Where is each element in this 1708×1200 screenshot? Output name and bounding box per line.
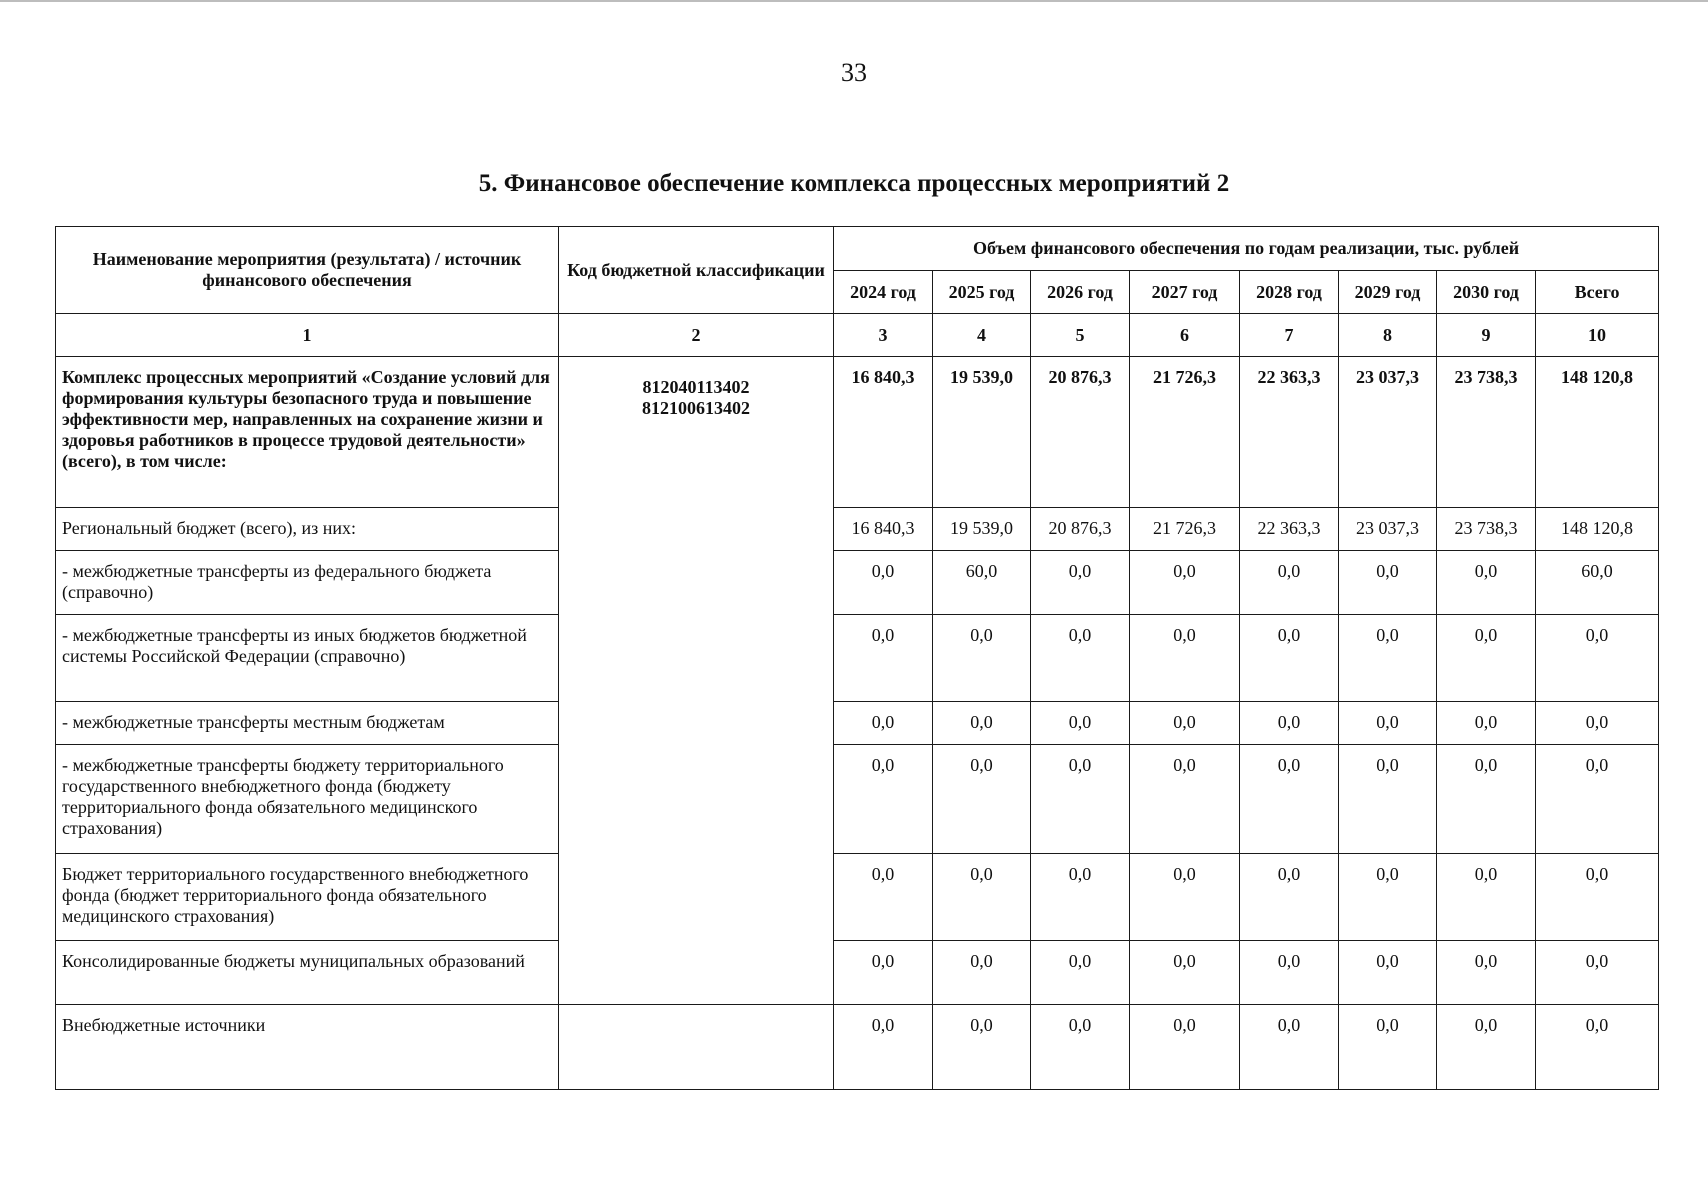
budget-code-cell bbox=[559, 357, 834, 1005]
row-name: Комплекс процессных мероприятий «Создание условий для формирования культуры безопасного труда и повышение эффективности мер, направленных на сохранение жизни и здоровья работников в процессе трудовой деятельности» (всего), в том числе: bbox=[56, 357, 559, 508]
value-cell: 0,0 bbox=[1437, 615, 1536, 702]
row-name: - межбюджетные трансферты местным бюджетам bbox=[56, 702, 559, 745]
header-year: 2028 год bbox=[1240, 271, 1339, 314]
header-total: Всего bbox=[1536, 271, 1659, 314]
section-title: 5. Финансовое обеспечение комплекса процессных мероприятий 2 bbox=[478, 170, 1230, 197]
value-cell: 19 539,0 bbox=[933, 508, 1031, 551]
row-name: - межбюджетные трансферты бюджету территориального государственного внебюджетного фонда (бюджету территориального фонда обязательного медицинского страхования) bbox=[56, 745, 559, 854]
value-cell: 0,0 bbox=[1240, 615, 1339, 702]
column-number: 5 bbox=[1031, 314, 1130, 357]
value-cell: 0,0 bbox=[834, 854, 933, 941]
value-cell: 0,0 bbox=[1130, 745, 1240, 854]
value-cell: 19 539,0 bbox=[933, 357, 1031, 508]
value-cell: 0,0 bbox=[1031, 745, 1130, 854]
value-cell: 20 876,3 bbox=[1031, 508, 1130, 551]
value-cell: 21 726,3 bbox=[1130, 357, 1240, 508]
value-cell: 0,0 bbox=[1130, 615, 1240, 702]
value-cell: 0,0 bbox=[1437, 941, 1536, 1005]
value-cell: 0,0 bbox=[933, 854, 1031, 941]
value-cell: 0,0 bbox=[1130, 941, 1240, 1005]
page-number: 33 bbox=[841, 58, 867, 87]
budget-code-cell-empty bbox=[559, 1005, 834, 1090]
value-cell: 0,0 bbox=[834, 745, 933, 854]
header-year: 2024 год bbox=[834, 271, 933, 314]
header-year: 2030 год bbox=[1437, 271, 1536, 314]
table-row bbox=[56, 745, 1659, 854]
value-cell-total: 60,0 bbox=[1536, 551, 1659, 615]
header-year: 2026 год bbox=[1031, 271, 1130, 314]
value-cell: 0,0 bbox=[1240, 745, 1339, 854]
row-name: - межбюджетные трансферты из федерального бюджета (справочно) bbox=[56, 551, 559, 615]
value-cell: 0,0 bbox=[1339, 1005, 1437, 1090]
value-cell: 0,0 bbox=[1339, 615, 1437, 702]
row-name: Консолидированные бюджеты муниципальных образований bbox=[56, 941, 559, 1005]
row-name: Региональный бюджет (всего), из них: bbox=[56, 508, 559, 551]
value-cell: 0,0 bbox=[1339, 702, 1437, 745]
value-cell: 0,0 bbox=[1339, 551, 1437, 615]
value-cell: 0,0 bbox=[1031, 854, 1130, 941]
column-number: 1 bbox=[56, 314, 559, 357]
value-cell: 22 363,3 bbox=[1240, 357, 1339, 508]
column-number: 4 bbox=[933, 314, 1031, 357]
value-cell: 0,0 bbox=[1240, 941, 1339, 1005]
value-cell: 0,0 bbox=[933, 615, 1031, 702]
column-number: 8 bbox=[1339, 314, 1437, 357]
value-cell-total: 148 120,8 bbox=[1536, 508, 1659, 551]
header-year: 2027 год bbox=[1130, 271, 1240, 314]
value-cell: 0,0 bbox=[1130, 854, 1240, 941]
value-cell: 0,0 bbox=[1130, 1005, 1240, 1090]
value-cell-total: 0,0 bbox=[1536, 745, 1659, 854]
value-cell: 16 840,3 bbox=[834, 357, 933, 508]
page-top-border bbox=[0, 0, 1708, 2]
value-cell: 23 738,3 bbox=[1437, 357, 1536, 508]
budget-code: 812040113402 bbox=[642, 377, 750, 397]
value-cell: 0,0 bbox=[1437, 745, 1536, 854]
value-cell: 0,0 bbox=[1130, 551, 1240, 615]
value-cell: 21 726,3 bbox=[1130, 508, 1240, 551]
financing-table bbox=[55, 226, 1659, 1090]
row-name: - межбюджетные трансферты из иных бюджетов бюджетной системы Российской Федерации (справочно) bbox=[56, 615, 559, 702]
value-cell: 0,0 bbox=[834, 702, 933, 745]
value-cell: 0,0 bbox=[1031, 615, 1130, 702]
value-cell-total: 0,0 bbox=[1536, 615, 1659, 702]
value-cell-total: 0,0 bbox=[1536, 854, 1659, 941]
value-cell: 0,0 bbox=[1437, 1005, 1536, 1090]
header-year: 2029 год bbox=[1339, 271, 1437, 314]
value-cell: 20 876,3 bbox=[1031, 357, 1130, 508]
value-cell-total: 0,0 bbox=[1536, 702, 1659, 745]
value-cell-total: 0,0 bbox=[1536, 941, 1659, 1005]
table-row bbox=[56, 551, 1659, 615]
table-row bbox=[56, 702, 1659, 745]
value-cell: 0,0 bbox=[933, 702, 1031, 745]
value-cell: 0,0 bbox=[1339, 854, 1437, 941]
value-cell: 0,0 bbox=[1031, 1005, 1130, 1090]
value-cell: 0,0 bbox=[1339, 745, 1437, 854]
value-cell: 23 738,3 bbox=[1437, 508, 1536, 551]
header-volume-group: Объем финансового обеспечения по годам реализации, тыс. рублей bbox=[834, 227, 1659, 271]
column-number: 7 bbox=[1240, 314, 1339, 357]
column-number-row bbox=[56, 314, 1659, 357]
value-cell: 0,0 bbox=[933, 1005, 1031, 1090]
value-cell: 0,0 bbox=[1240, 551, 1339, 615]
value-cell: 60,0 bbox=[933, 551, 1031, 615]
value-cell: 16 840,3 bbox=[834, 508, 933, 551]
value-cell: 0,0 bbox=[1240, 854, 1339, 941]
table-row bbox=[56, 854, 1659, 941]
row-name: Внебюджетные источники bbox=[56, 1005, 559, 1090]
value-cell: 22 363,3 bbox=[1240, 508, 1339, 551]
value-cell: 0,0 bbox=[933, 745, 1031, 854]
value-cell: 0,0 bbox=[834, 615, 933, 702]
header-row bbox=[56, 227, 1659, 271]
column-number: 6 bbox=[1130, 314, 1240, 357]
value-cell: 0,0 bbox=[834, 551, 933, 615]
value-cell: 0,0 bbox=[1240, 1005, 1339, 1090]
value-cell: 0,0 bbox=[1031, 551, 1130, 615]
header-name-column: Наименование мероприятия (результата) / источник финансового обеспечения bbox=[56, 227, 559, 314]
column-number: 2 bbox=[559, 314, 834, 357]
column-number: 10 bbox=[1536, 314, 1659, 357]
budget-code: 812100613402 bbox=[642, 398, 750, 418]
value-cell: 23 037,3 bbox=[1339, 357, 1437, 508]
value-cell: 0,0 bbox=[1031, 702, 1130, 745]
value-cell: 0,0 bbox=[1437, 551, 1536, 615]
table-row bbox=[56, 1005, 1659, 1090]
value-cell: 0,0 bbox=[933, 941, 1031, 1005]
value-cell: 0,0 bbox=[1130, 702, 1240, 745]
value-cell: 0,0 bbox=[1339, 941, 1437, 1005]
table-row bbox=[56, 615, 1659, 702]
column-number: 3 bbox=[834, 314, 933, 357]
value-cell: 0,0 bbox=[1437, 702, 1536, 745]
table-row bbox=[56, 941, 1659, 1005]
column-number: 9 bbox=[1437, 314, 1536, 357]
value-cell-total: 0,0 bbox=[1536, 1005, 1659, 1090]
value-cell: 0,0 bbox=[1240, 702, 1339, 745]
table-row bbox=[56, 508, 1659, 551]
value-cell: 0,0 bbox=[1031, 941, 1130, 1005]
value-cell-total: 148 120,8 bbox=[1536, 357, 1659, 508]
value-cell: 0,0 bbox=[834, 941, 933, 1005]
header-code-column: Код бюджетной классификации bbox=[559, 227, 834, 314]
row-name: Бюджет территориального государственного внебюджетного фонда (бюджет территориального фонда обязательного медицинского страхования) bbox=[56, 854, 559, 941]
value-cell: 0,0 bbox=[834, 1005, 933, 1090]
header-year: 2025 год bbox=[933, 271, 1031, 314]
value-cell: 0,0 bbox=[1437, 854, 1536, 941]
table-row-complex-total bbox=[56, 357, 1659, 508]
value-cell: 23 037,3 bbox=[1339, 508, 1437, 551]
